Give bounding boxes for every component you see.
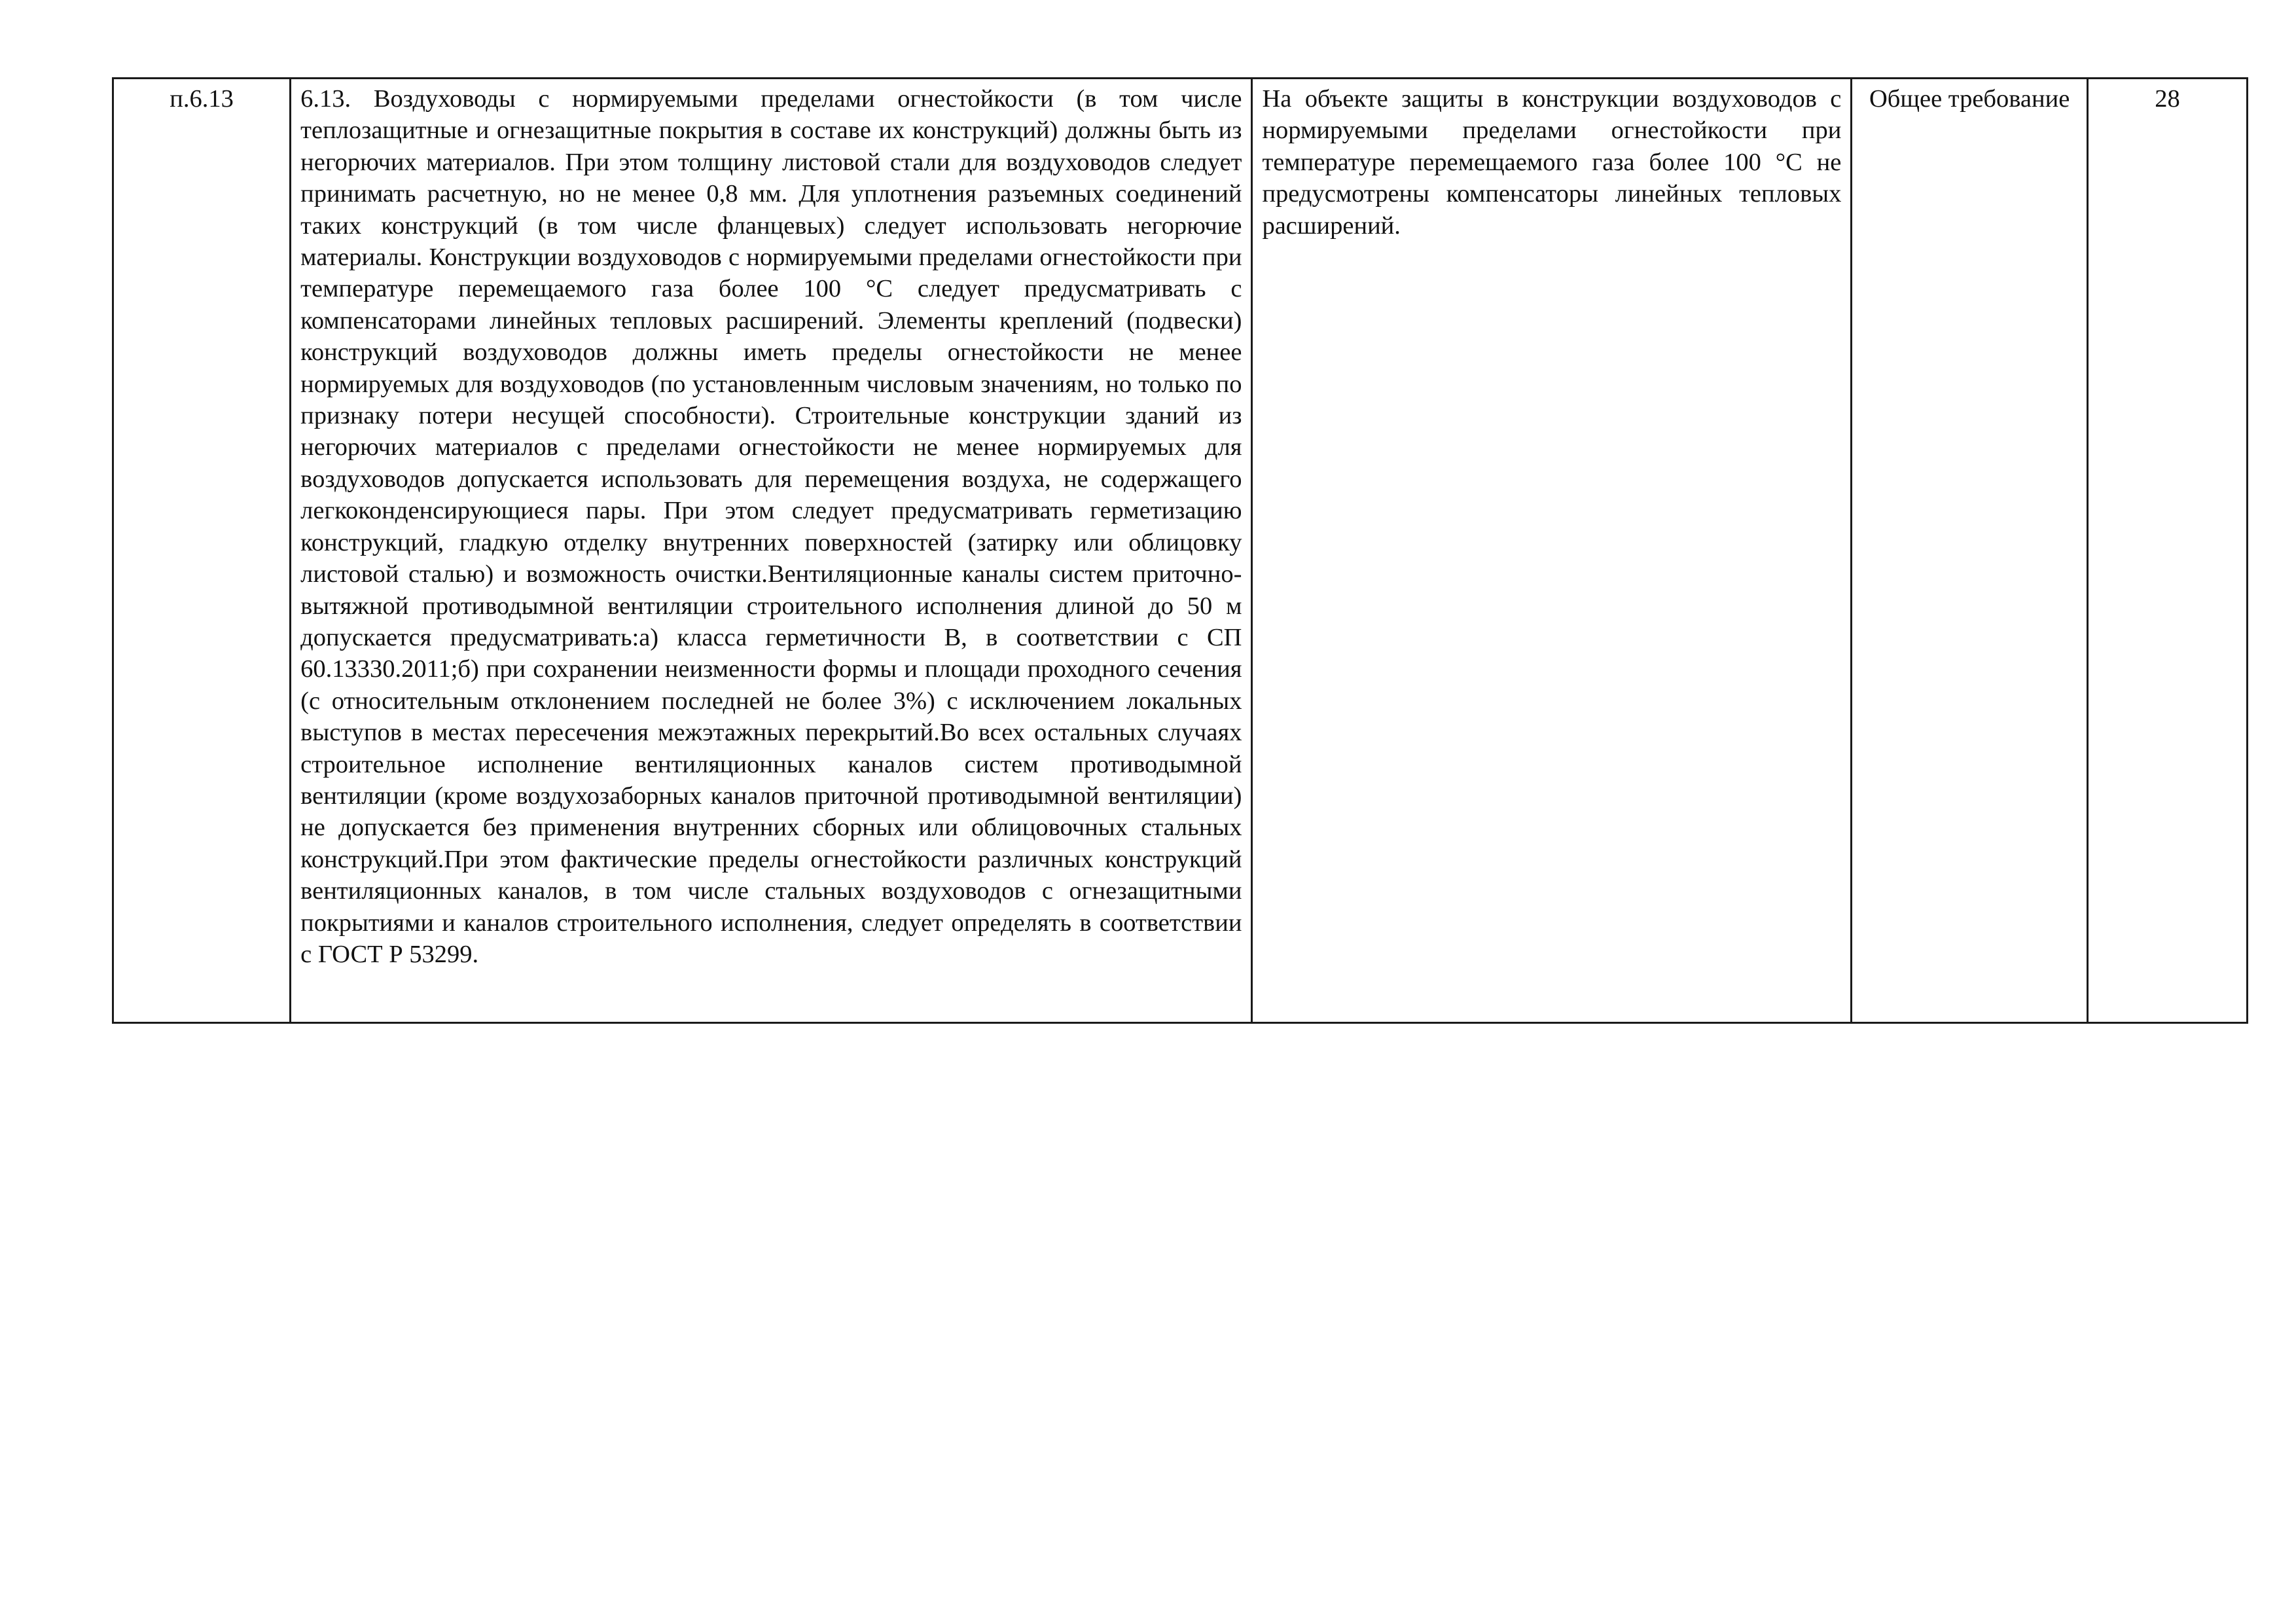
- requirement-cell: [291, 79, 1252, 1023]
- clause-ref-cell: [113, 79, 291, 1023]
- violation-text: На объекте защиты в конструкции воздуховодов с нормируемыми пределами огнестойкости при температуре перемещаемого газа более 100 °С не предусмотрены компенсаторы линейных тепловых расширений.: [1262, 85, 1842, 240]
- violation-cell: [1252, 79, 1852, 1023]
- requirement-text: 6.13. Воздуховоды с нормируемыми пределами огнестойкости (в том числе теплозащитные и огнезащитные покрытия в составе их конструкций) должны быть из негорючих материалов. При этом толщину листовой стали для воздуховодов следует принимать расчетную, но не менее 0,8 мм. Для уплотнения разъемных соединений таких конструкций (в том числе фланцевых) следует использовать негорючие материалы. Конструкции воздуховодов с нормируемыми пределами огнестойкости при температуре перемещаемого газа более 100 °С следует предусматривать с компенсаторами линейных тепловых расширений. Элементы креплений (подвески) конструкций воздуховодов должны иметь пределы огнестойкости не менее нормируемых для воздуховодов (по установленным числовым значениям, но только по признаку потери несущей способности). Строительные конструкции зданий из негорючих материалов с пределами огнестойкости не менее нормируемых для воздуховодов допускается использовать для перемещения воздуха, не содержащего легкоконденсирующиеся пары. При этом следует предусматривать герметизацию конструкций, гладкую отделку внутренних поверхностей (затирку или облицовку листовой сталью) и возможность очистки.Вентиляционные каналы систем приточно-вытяжной противодымной вентиляции строительного исполнения длиной до 50 м допускается предусматривать:а) класса герметичности В, в соответствии с СП 60.13330.2011;б) при сохранении неизменности формы и площади проходного сечения (с относительным отклонением последней не более 3%) с исключением локальных выступов в местах пересечения межэтажных перекрытий.Во всех остальных случаях строительное исполнение вентиляционных каналов систем противодымной вентиляции (кроме воздухозаборных каналов приточной противодымной вентиляции) не допускается без применения внутренних сборных или облицовочных стальных конструкций.При этом фактические пределы огнестойкости различных конструкций вентиляционных каналов, в том числе стальных воздуховодов с огнезащитными покрытиями и каналов строительного исполнения, следует определять в соответствии с ГОСТ Р 53299.: [300, 85, 1242, 968]
- requirements-table: [112, 77, 2248, 1024]
- row-number: 28: [2155, 85, 2180, 113]
- table-row: [113, 79, 2248, 1023]
- requirement-type: Общее требование: [1869, 85, 2070, 113]
- requirement-type-cell: [1852, 79, 2088, 1023]
- clause-ref: п.6.13: [170, 85, 234, 113]
- number-cell: [2087, 79, 2247, 1023]
